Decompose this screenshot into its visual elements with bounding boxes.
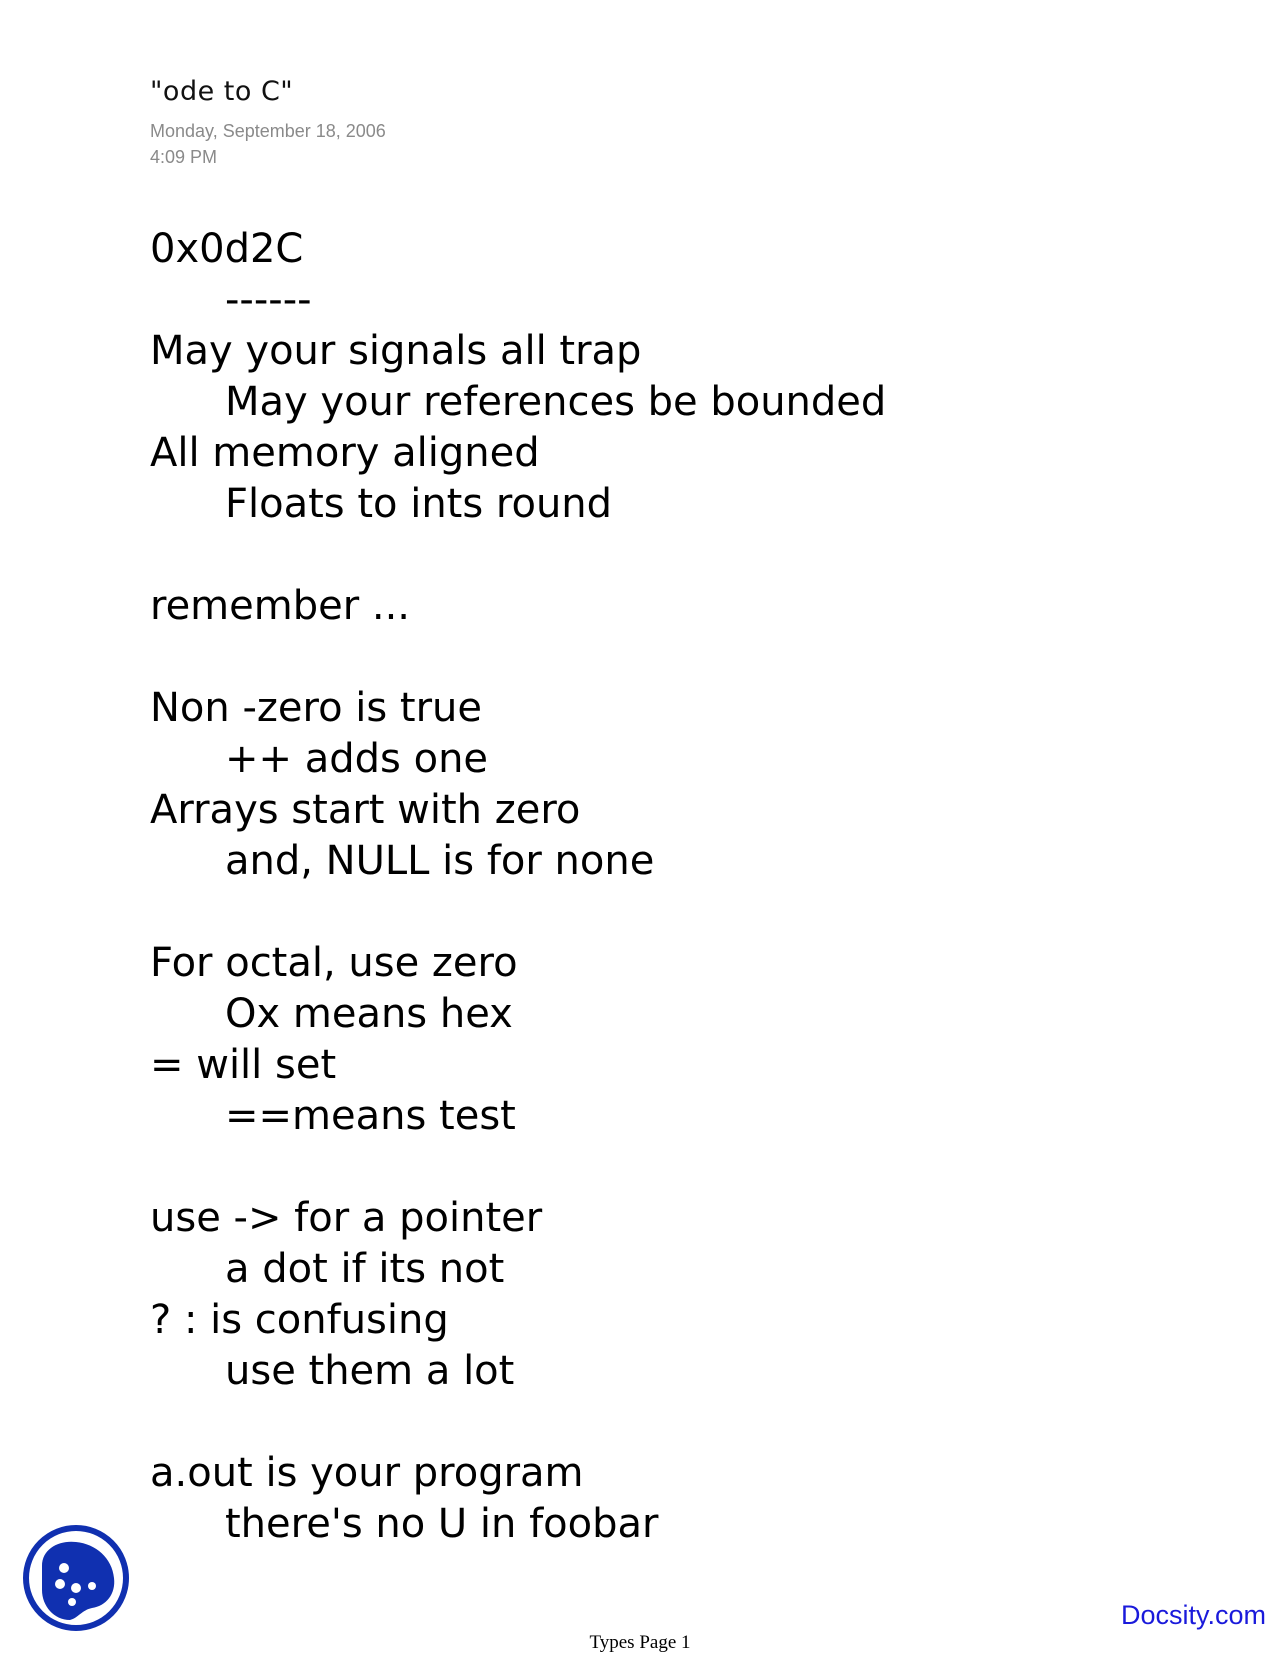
poem-body [150,224,886,1550]
brand-link[interactable]: Docsity.com [1120,1600,1266,1630]
poem-line: For octal, use zero [150,940,518,986]
poem-line: a dot if its not [225,1246,505,1292]
poem-line: May your references be bounded [225,379,887,425]
poem-line: Ox means hex [225,991,513,1037]
poem-line: Floats to ints round [225,481,613,527]
poem-line: and, NULL is for none [225,838,655,884]
poem-line: 0x0d2C [150,226,304,272]
page-footer: Types Page 1 [589,1632,691,1653]
note-time: 4:09 PM [150,147,218,167]
note-date: Monday, September 18, 2006 [150,121,386,141]
blank-line [150,887,886,938]
poem-line: May your signals all trap [150,328,642,374]
poem-line: there's no U in foobar [225,1501,659,1547]
blank-line [150,632,886,683]
docsity-logo-icon[interactable] [20,1522,132,1634]
note-title: "ode to C" [150,76,294,107]
poem-line: ------ [225,277,312,323]
poem-line: a.out is your program [150,1450,584,1496]
blank-line [150,1397,886,1448]
poem-line: Arrays start with zero [150,787,581,833]
poem-line: ++ adds one [225,736,489,782]
blank-line [150,530,886,581]
poem-line: remember ... [150,583,411,629]
poem-line: All memory aligned [150,430,540,476]
poem-line: use -> for a pointer [150,1195,543,1241]
poem-line: ? : is confusing [150,1297,449,1343]
poem-line: Non -zero is true [150,685,483,731]
poem-line: ==means test [225,1093,516,1139]
poem-line: = will set [150,1042,337,1088]
blank-line [150,1142,886,1193]
poem-line: use them a lot [225,1348,515,1394]
